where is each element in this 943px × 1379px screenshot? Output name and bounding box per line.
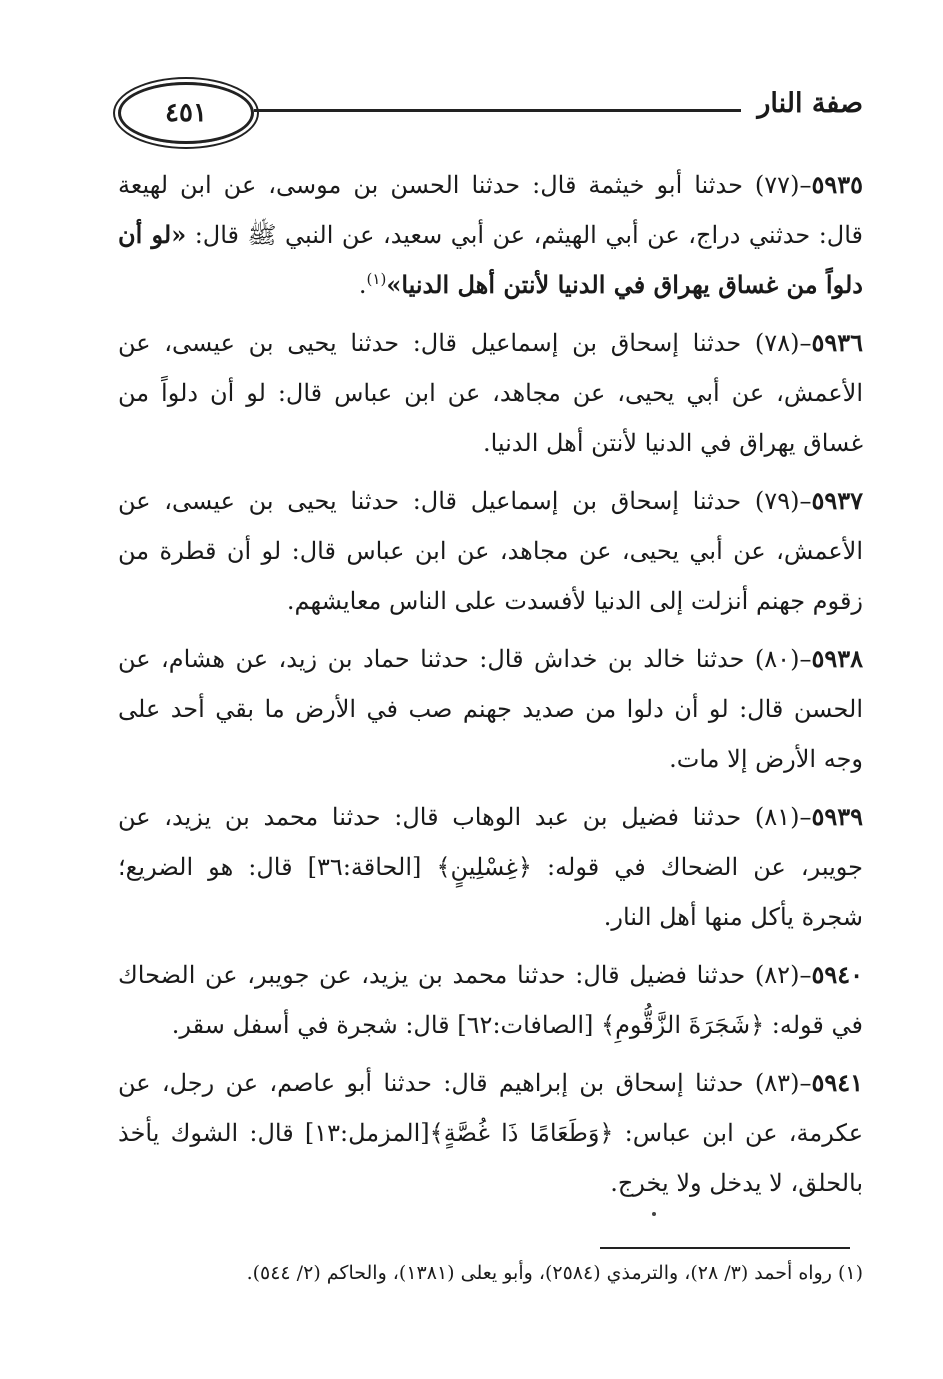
hadith-seq: (٨١): [754, 803, 800, 831]
hadith-seq: (٧٨): [754, 329, 800, 357]
hadith-seq: (٨٣): [754, 1069, 800, 1097]
hadith-number: ٥٩٤١: [811, 1068, 863, 1097]
hadith-paragraph: ٥٩٣٧–(٧٩) حدثنا إسحاق بن إسماعيل قال: حدثنا يحيى بن عيسى، عن الأعمش، عن أبي يحيى، عن مجاهد، عن ابن عباس قال: لو أن قطرة من زقوم جهنم أنزلت إلى الدنيا لأفسدت على الناس معايشهم.: [118, 486, 864, 615]
hadith-text: حدثنا فضيل قال: حدثنا محمد بن يزيد، عن جويبر، عن الضحاك في قوله:: [118, 961, 863, 1039]
hadith-text-end: [المزمل:١٣] قال: الشوك يأخذ بالحلق، لا يدخل ولا يخرج.: [118, 1119, 863, 1197]
quran-verse: ﴿وَطَعَامًا ذَا غُصَّةٍ﴾: [429, 1119, 614, 1147]
hadith-paragraph: ٥٩٣٩–(٨١) حدثنا فضيل بن عبد الوهاب قال: حدثنا محمد بن يزيد، عن جويبر، عن الضحاك في قوله: ﴿غِسْلِينٍ﴾ [الحاقة:٣٦] قال: هو الضريع؛ شجرة يأكل منها أهل النار.: [118, 802, 864, 931]
hadith-number: ٥٩٣٧: [811, 486, 864, 515]
hadith-number: ٥٩٣٦: [811, 328, 864, 357]
hadith-seq: (٨٢): [754, 961, 800, 989]
chapter-title: صفة النار: [757, 88, 863, 119]
hadith-text-end: .: [358, 271, 367, 299]
hadith-text: حدثنا خالد بن خداش قال: حدثنا حماد بن زيد، عن هشام، عن الحسن قال: لو أن دلوا من صديد جهنم صب في الأرض ما بقي أحد على وجه الأرض إلا مات.: [118, 645, 863, 773]
main-text: [118, 160, 863, 1216]
hadith-number: ٥٩٣٩: [811, 802, 863, 831]
prophetic-quote: «لو أن دلواً من غساق يهراق في الدنيا لأنتن أهل الدنيا»: [118, 220, 863, 299]
hadith-text-end: [الحاقة:٣٦] قال: هو الضريع؛ شجرة يأكل منها أهل النار.: [118, 853, 863, 931]
footnote-reference: (١): [366, 270, 387, 288]
hadith-paragraph: ٥٩٣٥–(٧٧) حدثنا أبو خيثمة قال: حدثنا الحسن بن موسى، عن ابن لهيعة قال: حدثني دراج، عن أبي الهيثم، عن أبي سعيد، عن النبي ﷺ قال: «لو أن دلواً من غساق يهراق في الدنيا لأنتن أهل الدنيا»$^{(١)}$.: [118, 170, 864, 299]
hadith-text: حدثنا إسحاق بن إسماعيل قال: حدثنا يحيى بن عيسى، عن الأعمش، عن أبي يحيى، عن مجاهد، عن ابن عباس قال: لو أن قطرة من زقوم جهنم أنزلت إلى الدنيا لأفسدت على الناس معايشهم.: [118, 487, 863, 615]
quran-verse: ﴿غِسْلِينٍ﴾: [436, 853, 532, 881]
stray-dot: [652, 1212, 656, 1216]
hadith-text: حدثنا إسحاق بن إسماعيل قال: حدثنا يحيى بن عيسى، عن الأعمش، عن أبي يحيى، عن مجاهد، عن ابن عباس قال: لو أن دلواً من غساق يهراق في الدنيا لأنتن أهل الدنيا.: [118, 329, 863, 457]
hadith-text: حدثنا إسحاق بن إبراهيم قال: حدثنا أبو عاصم، عن رجل، عن عكرمة، عن ابن عباس:: [118, 1069, 864, 1147]
hadith-number: ٥٩٣٨: [811, 644, 863, 673]
hadith-text: حدثنا أبو خيثمة قال: حدثنا الحسن بن موسى، عن ابن لهيعة قال: حدثني دراج، عن أبي الهيثم، عن أبي سعيد، عن النبي ﷺ قال:: [118, 171, 864, 249]
page-number: ٤٥١: [165, 98, 207, 128]
hadith-paragraph: ٥٩٣٨–(٨٠) حدثنا خالد بن خداش قال: حدثنا حماد بن زيد، عن هشام، عن الحسن قال: لو أن دلوا من صديد جهنم صب في الأرض ما بقي أحد على وجه الأرض إلا مات.: [118, 644, 863, 773]
page-header: [118, 76, 863, 146]
hadith-text-end: [الصافات:٦٢] قال: شجرة في أسفل سقر.: [171, 1011, 601, 1039]
hadith-number: ٥٩٣٥: [811, 170, 863, 199]
footnote: (١) رواه أحمد (٣/ ٢٨)، والترمذي (٢٥٨٤)، وأبو يعلى (١٣٨١)، والحاكم (٢/ ٥٤٤).: [246, 1262, 863, 1284]
footnote-rule: [600, 1247, 850, 1249]
hadith-paragraph: ٥٩٣٦–(٧٨) حدثنا إسحاق بن إسماعيل قال: حدثنا يحيى بن عيسى، عن الأعمش، عن أبي يحيى، عن مجاهد، عن ابن عباس قال: لو أن دلواً من غساق يهراق في الدنيا لأنتن أهل الدنيا.: [118, 328, 864, 457]
hadith-seq: (٧٩): [754, 487, 800, 515]
hadith-number: ٥٩٤٠: [811, 960, 863, 989]
hadith-paragraph: ٥٩٤٠–(٨٢) حدثنا فضيل قال: حدثنا محمد بن يزيد، عن جويبر، عن الضحاك في قوله: ﴿شَجَرَةَ الزَّقُّومِ﴾ [الصافات:٦٢] قال: شجرة في أسفل سقر.: [118, 960, 863, 1039]
hadith-seq: (٧٧): [754, 171, 800, 199]
hadith-seq: (٨٠): [754, 645, 800, 673]
hadith-text: حدثنا فضيل بن عبد الوهاب قال: حدثنا محمد بن يزيد، عن جويبر، عن الضحاك في قوله:: [118, 803, 864, 881]
quran-verse: ﴿شَجَرَةَ الزَّقُّومِ﴾: [601, 1011, 765, 1039]
header-rule: [254, 109, 741, 112]
hadith-paragraph: ٥٩٤١–(٨٣) حدثنا إسحاق بن إبراهيم قال: حدثنا أبو عاصم، عن رجل، عن عكرمة، عن ابن عباس: ﴿وَطَعَامًا ذَا غُصَّةٍ﴾[المزمل:١٣] قال: الشوك يأخذ بالحلق، لا يدخل ولا يخرج.: [118, 1068, 864, 1197]
page-number-badge: [118, 82, 254, 144]
